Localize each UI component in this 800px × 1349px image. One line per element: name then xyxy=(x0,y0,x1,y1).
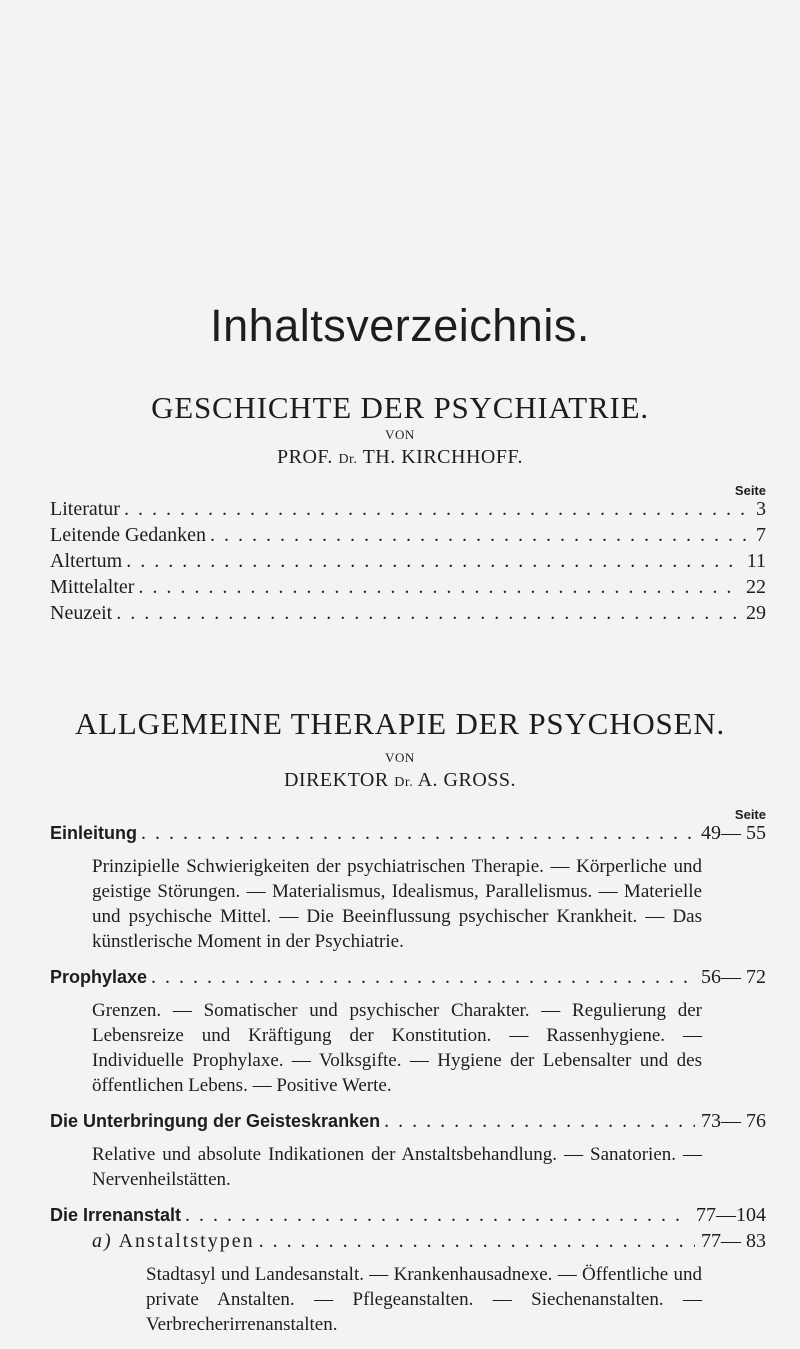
toc-entry-label: Leitende Gedanken xyxy=(50,524,207,546)
toc-entry-label: Literatur xyxy=(50,498,120,520)
author-title: Dr. xyxy=(394,775,414,790)
toc-entry-description: Grenzen. — Somatischer und psychischer Charakter. — Regulierung der Lebensreize und Kräftigung der Konstitution. — Rassenhygiene. — Individuelle Prophylaxe. — Volksgifte. — Hygiene der Lebensalter und des öffentlichen Lebens. — Positive Werte. xyxy=(92,1000,702,1096)
leader-dots xyxy=(151,966,695,989)
toc-entry xyxy=(50,524,766,550)
toc-entry-label: Die Unterbringung der Geisteskranken xyxy=(50,1111,381,1131)
author-name: A. GROSS. xyxy=(413,769,517,791)
toc-entry xyxy=(50,602,766,628)
toc-entry-page: 29 xyxy=(746,602,766,624)
toc-entry xyxy=(50,498,766,524)
leader-dots xyxy=(138,576,740,599)
toc-entry xyxy=(50,1204,766,1230)
toc-entry-label: Die Irrenanstalt xyxy=(50,1205,182,1225)
toc-entry xyxy=(50,822,766,848)
page-title: Inhaltsverzeichnis. xyxy=(210,300,590,351)
toc-entry-page: 77—104 xyxy=(696,1204,766,1226)
toc-entry-page: 22 xyxy=(746,576,766,598)
section-author xyxy=(0,446,800,469)
author-prefix: PROF. xyxy=(277,446,339,468)
toc-entry xyxy=(50,1110,766,1136)
seite-label: Seite xyxy=(734,807,766,822)
leader-dots xyxy=(185,1204,690,1227)
section-von: VON xyxy=(385,427,415,442)
seite-label: Seite xyxy=(734,483,766,498)
toc-entry-description: Relative und absolute Indikationen der Anstaltsbehandlung. — Sanatorien. — Nervenheilstätten. xyxy=(92,1144,702,1190)
author-title: Dr. xyxy=(338,452,358,467)
subentry-label: Anstaltstypen xyxy=(118,1230,255,1252)
toc-entry-description: Stadtasyl und Landesanstalt. — Krankenhausadnexe. — Öffentliche und private Anstalten. — Pflegeanstalten. — Siechenanstalten. — Verbrecherirrenanstalten. xyxy=(146,1264,702,1335)
toc-entry-page: 77— 83 xyxy=(701,1230,766,1252)
toc-entry-label: Mittelalter xyxy=(50,576,135,598)
toc-entry-page: 11 xyxy=(746,550,766,572)
leader-dots xyxy=(259,1230,695,1253)
toc-entry-label: Einleitung xyxy=(50,823,137,843)
toc-subentry xyxy=(50,1230,766,1256)
toc-entry xyxy=(50,966,766,992)
toc-entry-label: Neuzeit xyxy=(50,602,113,624)
leader-dots xyxy=(124,498,750,521)
author-name: TH. KIRCHHOFF. xyxy=(357,446,523,468)
toc-entry-label: Altertum xyxy=(50,550,123,572)
toc-list xyxy=(50,822,766,1349)
leader-dots xyxy=(384,1110,695,1133)
leader-dots xyxy=(141,822,695,845)
section-heading-geschichte: GESCHICHTE DER PSYCHIATRIE. xyxy=(151,390,649,425)
section-von: VON xyxy=(385,750,415,765)
section-heading-therapie: ALLGEMEINE THERAPIE DER PSYCHOSEN. xyxy=(74,706,726,741)
toc-entry-page: 49— 55 xyxy=(701,822,766,844)
toc-entry-page: 56— 72 xyxy=(701,966,766,988)
toc-entry-page: 73— 76 xyxy=(701,1110,766,1132)
toc-entry-label xyxy=(92,1230,255,1253)
toc-entry xyxy=(50,576,766,602)
leader-dots xyxy=(116,602,740,625)
toc-list xyxy=(50,498,766,628)
toc-entry-label: Prophylaxe xyxy=(50,967,148,987)
toc-entry-page: 3 xyxy=(756,498,766,520)
toc-entry xyxy=(50,550,766,576)
author-prefix: DIREKTOR xyxy=(283,769,395,791)
toc-entry-description: Prinzipielle Schwierigkeiten der psychiatrischen Therapie. — Körperliche und geistige Störungen. — Materialismus, Idealismus, Parallelismus. — Materielle und psychische Mittel. — Die Beeinflussung psychischer Krankheit. — Das künstlerische Moment in der Psychiatrie. xyxy=(92,856,702,952)
leader-dots xyxy=(210,524,750,547)
subentry-marker: a) xyxy=(92,1230,113,1252)
toc-entry-page: 7 xyxy=(756,524,766,546)
leader-dots xyxy=(126,550,741,573)
section-author xyxy=(0,769,800,792)
